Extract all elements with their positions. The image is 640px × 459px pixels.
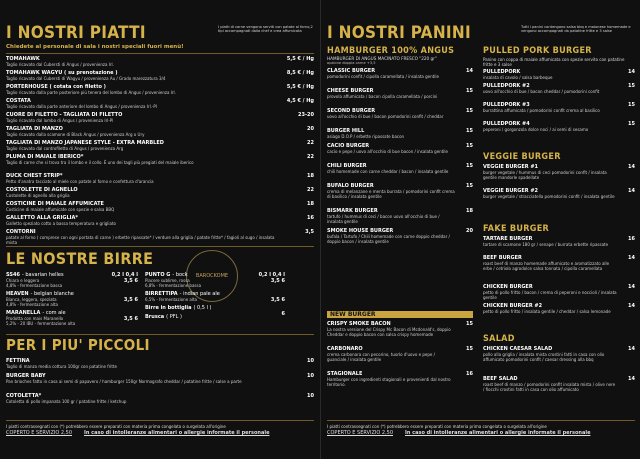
menu-item-description: roast beef di manzo / pomodorini confit insalata mista / olive nere / fiocchi crostini fatti in casa con olio affumicato bbox=[483, 382, 616, 392]
menu-item-name: SMOKE HOUSE BURGER bbox=[327, 228, 394, 234]
menu-item bbox=[6, 112, 314, 123]
menu-item-description: Taglio ricavato dal Cubersti di Angus / provenienza Irl. bbox=[6, 62, 114, 67]
menu-item-name: PULLEDPORK #3 bbox=[483, 102, 530, 108]
menu-item-name: SECOND BURGER bbox=[327, 108, 376, 114]
menu-item-price: 14 bbox=[628, 255, 635, 261]
menu-item-name: CARBONARO bbox=[327, 346, 363, 352]
menu-item-price: 15 bbox=[466, 183, 473, 189]
menu-item-description: patate al forno ( comprese con ogni portata di carne ) erbette ripassate* / verdure alla griglia / patate fritte* / fagioli al sugo / insalata mista bbox=[6, 235, 275, 245]
menu-item-name: TARTARE BURGER bbox=[483, 236, 533, 242]
menu-item-description: burrattina affumicata / pomodorini confit crema al basilico bbox=[483, 108, 600, 113]
menu-item-description: Costolette di agnello alla griglia bbox=[6, 193, 70, 198]
beer-style: ( PFL ) bbox=[166, 314, 182, 320]
menu-item bbox=[327, 88, 473, 99]
beer-description: Bianca, leggera, speziata bbox=[6, 297, 57, 302]
fake-title: FAKE BURGER bbox=[483, 224, 550, 234]
menu-item-name: CHICKEN CAESAR SALAD bbox=[483, 346, 553, 352]
beer-list-right bbox=[145, 272, 285, 332]
menu-item bbox=[483, 83, 635, 94]
menu-item-name: COTOLETTA* bbox=[6, 393, 42, 399]
beer-item bbox=[6, 310, 138, 326]
menu-item-price: 15 bbox=[466, 128, 473, 134]
right-menu-column bbox=[320, 0, 640, 459]
menu-item-description: burger vegetale / stracciatella pomodorini confit / insalata gentile bbox=[483, 194, 615, 199]
menu-item-price: 16 bbox=[307, 215, 314, 221]
menu-item-price: 18 bbox=[466, 208, 473, 214]
menu-item-description: tartufo / hummus di ceci / bacon uovo all'occhio di bue / insalata gentile bbox=[327, 214, 440, 224]
beer-prices: 3,5 6 bbox=[123, 297, 138, 303]
menu-item-name: CHICKEN BURGER bbox=[483, 284, 533, 290]
new-burger-title: NEW BURGER bbox=[327, 311, 473, 318]
menu-item bbox=[483, 236, 635, 247]
footer-note: I piatti contrassegnati con (*) potrebbero essere preparati con materia prima congelata o surgelata all'origine bbox=[327, 424, 547, 429]
menu-item bbox=[327, 68, 473, 79]
menu-item bbox=[327, 128, 473, 139]
pulled-title: PULLED PORK BURGER bbox=[483, 46, 592, 56]
menu-item-description: crema di melanzane e menta burrata / pomodorini confit crema di basilico / insalata gentile bbox=[327, 189, 455, 199]
menu-item-price: 3,5 bbox=[305, 229, 314, 235]
birre-title: LE NOSTRE BIRRE bbox=[6, 249, 154, 268]
beer-details: 4,8% - fermentazione bassa bbox=[6, 283, 63, 288]
menu-item-name: COSTATA bbox=[6, 98, 31, 104]
salad-title: SALAD bbox=[483, 334, 515, 344]
panini-title: I NOSTRI PANINI bbox=[327, 23, 471, 43]
menu-item-name: BURGER BABY bbox=[6, 373, 46, 379]
divider bbox=[6, 334, 314, 335]
beer-details: 6,8% - fermentazione bassa bbox=[145, 283, 202, 288]
piatti-list bbox=[6, 56, 314, 246]
menu-item bbox=[6, 215, 314, 226]
menu-item-price: 10 bbox=[307, 358, 314, 364]
menu-item-price: 8,5 € / Hg bbox=[286, 70, 314, 76]
menu-item-name: TOMAHAWK WAGYU ( su prenotazione ) bbox=[6, 70, 118, 76]
beer-name: HEAVEN bbox=[6, 291, 29, 297]
menu-item bbox=[6, 229, 314, 245]
menu-item-name: DUCK CHEST STRIP* bbox=[6, 173, 63, 179]
beer-description: Piacere sublime, rossa bbox=[145, 278, 190, 283]
beer-description: 6,5% - fermentazione alta bbox=[145, 297, 198, 302]
menu-item-description: provola affumicata / bacon cipolla caramellata / porcini bbox=[327, 94, 438, 99]
menu-item bbox=[6, 154, 314, 165]
menu-item-name: BEEF BURGER bbox=[483, 255, 522, 261]
menu-item bbox=[6, 201, 314, 212]
salad-list bbox=[483, 346, 635, 416]
menu-item-price: 23-20 bbox=[298, 112, 314, 118]
menu-item-price: 20 bbox=[307, 126, 314, 132]
menu-item-name: BURGER HILL bbox=[327, 128, 365, 134]
hamburger-subtitle-2: opzione doppia carne +3,5 bbox=[327, 61, 376, 65]
menu-item bbox=[483, 376, 635, 392]
menu-item bbox=[327, 228, 473, 244]
menu-item-name: CUORE DI FILETTO - TAGLIATA DI FILETTO bbox=[6, 112, 123, 118]
menu-item-price: 22 bbox=[307, 187, 314, 193]
menu-item-price: 15 bbox=[466, 321, 473, 327]
menu-item bbox=[327, 108, 473, 119]
menu-item bbox=[483, 303, 635, 314]
beer-prices: 3,5 6 bbox=[270, 297, 285, 303]
menu-item-price: 14 bbox=[466, 68, 473, 74]
beer-item bbox=[145, 291, 285, 302]
footer-coperto: COPERTO E SERVIZIO 2,50 bbox=[6, 430, 73, 436]
menu-item-price: 15 bbox=[466, 108, 473, 114]
menu-item-price: 14 bbox=[628, 164, 635, 170]
menu-item bbox=[327, 371, 473, 387]
beer-details: 4,8% - fermentazione alta bbox=[6, 302, 59, 307]
menu-item-description: crema carbonara con pecorino, tuorlo d'uovo e pepe / guanciale / insalata gentile bbox=[327, 352, 435, 362]
menu-item-price: 18 bbox=[307, 201, 314, 207]
menu-item-description: Hamburger con ingredienti stagionali e provenienti dal nostro territorio. bbox=[327, 377, 451, 387]
menu-item-name: BEEF SALAD bbox=[483, 376, 518, 382]
menu-item-description: cacio e pepe / uovo all'occhio di bue bacon / insalata gentile bbox=[327, 149, 448, 154]
menu-item-description: Galletto speziato cotto a bassa temperatura e grigliato bbox=[6, 221, 116, 226]
menu-item-description: Pan brioches fatto in casa ai semi di papavero / hamburger 150gr Normografo cheddar / patatine fritte / salse a parte bbox=[6, 379, 242, 384]
menu-item-price: 18 bbox=[307, 173, 314, 179]
menu-item bbox=[483, 284, 635, 300]
menu-item-name: CLASSIC BURGER bbox=[327, 68, 376, 74]
menu-item bbox=[327, 143, 473, 154]
beer-item bbox=[6, 291, 138, 307]
menu-item-description: pomodorini confit / cipolla caramellata / insalata gentile bbox=[327, 74, 439, 79]
menu-item-name: FETTINA bbox=[6, 358, 30, 364]
menu-item bbox=[327, 208, 473, 224]
menu-item-description: Cotoletta di pollo impanata 100 gr / patatine fritte / ketchup bbox=[6, 399, 127, 404]
beer-item bbox=[6, 272, 138, 288]
beer-name: Brusca bbox=[145, 314, 165, 320]
burger-list bbox=[327, 68, 473, 308]
menu-item bbox=[327, 321, 473, 337]
beer-name: PUNTO G bbox=[145, 272, 171, 278]
new-burger-list bbox=[327, 321, 473, 417]
menu-item bbox=[6, 84, 314, 95]
menu-item-price: 10 bbox=[307, 393, 314, 399]
menu-item-name: BISMARK BURGER bbox=[327, 208, 378, 214]
menu-item-price: 10 bbox=[307, 373, 314, 379]
menu-item-price: 22 bbox=[307, 154, 314, 160]
menu-item-name: PULLEDPORK #2 bbox=[483, 83, 530, 89]
menu-item-description: Taglio ricavato dalla parte anteriore del lombo di Angus / provenienza Irl.-Pl bbox=[6, 104, 157, 109]
beer-style: - belgian blanche bbox=[30, 291, 74, 297]
beer-description: Prodotta con mais Maranello bbox=[6, 316, 64, 321]
menu-item-name: PLUMA DI MAIALE IBERICO* bbox=[6, 154, 84, 160]
menu-item bbox=[483, 346, 635, 362]
menu-item-price: 15 bbox=[628, 102, 635, 108]
menu-item-price: 16 bbox=[628, 236, 635, 242]
menu-item-price: 15 bbox=[466, 163, 473, 169]
menu-item bbox=[483, 188, 635, 199]
menu-item-description: bufala / Tartufo / Chili homemade con carne doppio cheddar / doppio bacon / insalata gentile bbox=[327, 234, 450, 244]
piatti-title: I NOSTRI PIATTI bbox=[6, 23, 146, 43]
panini-note: Tutti i panini contengono salsa bbq e maionese homemade e vengono accompagnati da patatine fritte e 3 salse bbox=[521, 25, 631, 34]
beer-item bbox=[145, 272, 285, 288]
menu-item-name: TOMAHAWK bbox=[6, 56, 40, 62]
beer-style: ( 0,5 l ) bbox=[193, 305, 212, 311]
hamburger-title: HAMBURGER 100% ANGUS bbox=[327, 46, 455, 56]
menu-item-price: 15 bbox=[466, 143, 473, 149]
menu-item bbox=[6, 126, 314, 137]
menu-item-name: TAGLIATA DI MANZO JAPANESE STYLE - EXTRA MARBLED bbox=[6, 140, 164, 146]
beer-sizes: 0,2 l 0,4 l bbox=[111, 272, 138, 278]
pulled-list bbox=[483, 69, 635, 149]
menu-item-name: VEGGIE BURGER #2 bbox=[483, 188, 539, 194]
beer-description: Chiara e leggera bbox=[6, 278, 40, 283]
menu-item-description: chili homemade con carne cheddar / bacon / insalata gentile bbox=[327, 169, 449, 174]
beer-name: SS46 bbox=[6, 272, 20, 278]
menu-item-name: COSTOLETTE DI AGNELLO bbox=[6, 187, 78, 193]
beer-style: - bock bbox=[172, 272, 188, 278]
menu-item bbox=[327, 346, 473, 362]
menu-item-description: asiago D.O.P / erbette ripassate bacon bbox=[327, 134, 405, 139]
divider bbox=[327, 420, 635, 421]
menu-item bbox=[483, 164, 635, 180]
menu-item-name: PULLEDPORK #4 bbox=[483, 121, 530, 127]
menu-item-description: uovo all'occhio di bue / bacon cheddar / pomodorini confit bbox=[483, 89, 600, 94]
menu-item-price: 20 bbox=[466, 228, 473, 234]
menu-item-name: BUFALO BURGER bbox=[327, 183, 374, 189]
footer-coperto: COPERTO E SERVIZIO 2,50 bbox=[327, 430, 394, 436]
menu-item bbox=[6, 358, 314, 369]
hamburger-subtitle: HAMBURGER DI ANGUS MACINATO FRESCO "220 gr" bbox=[327, 56, 437, 61]
menu-item-name: PORTERHOUSE ( cotata con filetto ) bbox=[6, 84, 106, 90]
piatti-subtitle: Chiedete al personale di sala i nostri speciali fuori menù! bbox=[6, 44, 184, 50]
menu-item-price: 16 bbox=[466, 371, 473, 377]
menu-item-description: Taglio ricavato dal Cubersti di Wagyu / provenienza Au / Grado marezzatura 3/4 bbox=[6, 76, 166, 81]
menu-item-price: 22 bbox=[307, 140, 314, 146]
menu-item-price: 14 bbox=[628, 346, 635, 352]
menu-item-description: Taglio di manzo media cottura 100gr con patatine fritte bbox=[6, 364, 118, 369]
beer-details: 5,2% - 20 IBU - fermentazione alta bbox=[6, 321, 76, 326]
beer-prices: 6 bbox=[281, 311, 285, 317]
menu-item bbox=[327, 163, 473, 174]
menu-item-name: CACIO BURGER bbox=[327, 143, 370, 149]
menu-item-price: 14 bbox=[628, 284, 635, 290]
menu-item-description: Taglio di carne che si trova tra il lombo e il collo. È uno dei tagli più pregiati del maiale iberico bbox=[6, 160, 194, 165]
menu-item bbox=[483, 102, 635, 113]
beer-prices: 3,5 6 bbox=[123, 278, 138, 284]
veggie-title: VEGGIE BURGER bbox=[483, 152, 561, 162]
beer-prices: 3,5 6 bbox=[270, 278, 285, 284]
menu-item-description: Taglio ricavato dal controfiletto di Angus / provenienza Arg bbox=[6, 146, 124, 151]
beer-style: - bavarian helles bbox=[21, 272, 64, 278]
menu-item-price: 15 bbox=[628, 121, 635, 127]
menu-item-description: Taglio ricavato dalla parte posteriore più tenera del lombo di Angus / provenienza Irl. bbox=[6, 90, 176, 95]
menu-item-description: uovo all'occhio di bue / bacon pomodorini confit / cheddar bbox=[327, 114, 444, 119]
menu-item-price: 5,5 € / Hg bbox=[286, 84, 314, 90]
menu-item bbox=[6, 393, 314, 404]
menu-item-description: tartare di scamone 180 gr / senape / burrata erbette ripassate bbox=[483, 242, 609, 247]
menu-item-price: 15 bbox=[466, 346, 473, 352]
menu-item-price: 14 bbox=[628, 69, 635, 75]
menu-item bbox=[6, 70, 314, 81]
divider bbox=[6, 246, 314, 247]
menu-item bbox=[483, 69, 635, 80]
kids-list bbox=[6, 358, 314, 418]
menu-item-price: 15 bbox=[466, 88, 473, 94]
menu-item bbox=[6, 373, 314, 384]
menu-item-description: Petto d'anatra tacciato al miele con patate al forno e confettura d'arancia bbox=[6, 179, 154, 184]
beer-style: - com ale bbox=[42, 310, 66, 316]
menu-item-price: 5,5 € / Hg bbox=[286, 56, 314, 62]
menu-item-name: CRISPY SMOKE BACON bbox=[327, 321, 391, 327]
menu-item-name: VEGGIE BURGER #1 bbox=[483, 164, 539, 170]
beer-name: BIRRETTIPA bbox=[145, 291, 178, 297]
logo-emblem: BAROCKOME bbox=[186, 250, 238, 302]
divider bbox=[6, 420, 314, 421]
menu-item-description: roast beef di manzo homemade affumicato e aromatizzato alle erbe / cetriolo agrodolce salsa tonnata / cipolla caramellata bbox=[483, 261, 610, 271]
pulled-subtitle: Panino con coppa di maiale affumicata con spezie servito con patatine fritte e 3 salse bbox=[483, 57, 625, 67]
beer-prices: 3,5 6 bbox=[123, 316, 138, 322]
menu-item-price: 14 bbox=[628, 376, 635, 382]
beer-name: MARANELLA bbox=[6, 310, 41, 316]
menu-item-name: PULLEDPORK bbox=[483, 69, 521, 75]
menu-item bbox=[6, 98, 314, 109]
footer-allergie: In caso di intolleranze alimentari o allergie informate il personale bbox=[84, 430, 270, 436]
menu-item-name: COSTICINE DI MAIALE AFFUMICATE bbox=[6, 201, 104, 207]
beer-item bbox=[145, 314, 285, 320]
menu-item-name: TAGLIATA DI MANZO bbox=[6, 126, 63, 132]
menu-item-name: GALLETTO ALLA GRIGLIA* bbox=[6, 215, 78, 221]
menu-item-name: CONTORNI bbox=[6, 229, 36, 235]
menu-item-description: Costicine di maiale affumicate con spezie e salsa BBQ bbox=[6, 207, 115, 212]
menu-item-price: 14 bbox=[628, 303, 635, 309]
fake-list bbox=[483, 236, 635, 332]
menu-item-description: Taglio ricavato dal lombo di Angus / provenienza Irl-Pl bbox=[6, 118, 114, 123]
menu-item bbox=[483, 255, 635, 271]
menu-item-price: 4,5 € / Hg bbox=[286, 98, 314, 104]
menu-item-name: CHEESE BURGER bbox=[327, 88, 374, 94]
menu-item-description: peperoni / gorgonzola dolce noci / ai semi di sesamo bbox=[483, 127, 589, 132]
menu-item-description: Taglio ricavato dalla scamone di Black Angus / provenienza Arg o Ury bbox=[6, 132, 145, 137]
menu-item-price: 15 bbox=[628, 83, 635, 89]
menu-item-name: STAGIONALE bbox=[327, 371, 363, 377]
piccoli-title: PER I PIU' PICCOLI bbox=[6, 336, 150, 354]
menu-item-description: burger vegetale / hummus di ceci pomodorini confit / insalata gentile mandorle spadellate bbox=[483, 170, 607, 180]
menu-item-price: 14 bbox=[628, 188, 635, 194]
menu-item bbox=[6, 187, 314, 198]
menu-item bbox=[483, 121, 635, 132]
menu-item bbox=[6, 173, 314, 184]
beer-list-left bbox=[6, 272, 138, 332]
piatti-note: I piatti di carne vengono serviti con patate al forno,2 tipi accompagnati dalla chef e crea affumicata bbox=[218, 25, 313, 34]
beer-style: - indian pale ale bbox=[179, 291, 220, 297]
menu-item-description: insalata di cavolo / salsa barbeque bbox=[483, 75, 553, 80]
footer-allergie: In caso di intolleranze alimentari o allergie informate il personale bbox=[405, 430, 591, 436]
beer-name: Birre in bottiglia bbox=[145, 305, 192, 311]
menu-item-name: CHILI BURGER bbox=[327, 163, 367, 169]
menu-item-description: petto di pollo fritto / bacon / crema di peperoni e noccioli / insalata gentile bbox=[483, 290, 617, 300]
menu-item-description: petto di pollo fritto / insalata gentile / cheddar / salsa lemonade bbox=[483, 309, 611, 314]
menu-item bbox=[6, 140, 314, 151]
menu-item-name: CHICKEN BURGER #2 bbox=[483, 303, 543, 309]
menu-item-description: La nostra versione del Crispy Mc Bacon di Mcdonald's, doppio Cheddar e doppio bacon con salsa crispy homemade bbox=[327, 327, 451, 337]
menu-item bbox=[6, 56, 314, 67]
menu-item bbox=[327, 183, 473, 199]
footer-note: I piatti contrassegnati con (*) potrebbero essere preparati con materia prima congelata o surgelata all'origine bbox=[6, 424, 226, 429]
veggie-list bbox=[483, 164, 635, 220]
beer-sizes: 0,2 l 0,4 l bbox=[258, 272, 285, 278]
menu-item-description: pollo alla griglia / insalata mista crostini fatti in casa con olio affumicato pomodorini confit / caesar dressing alla bbq bbox=[483, 352, 605, 362]
divider bbox=[6, 53, 314, 54]
